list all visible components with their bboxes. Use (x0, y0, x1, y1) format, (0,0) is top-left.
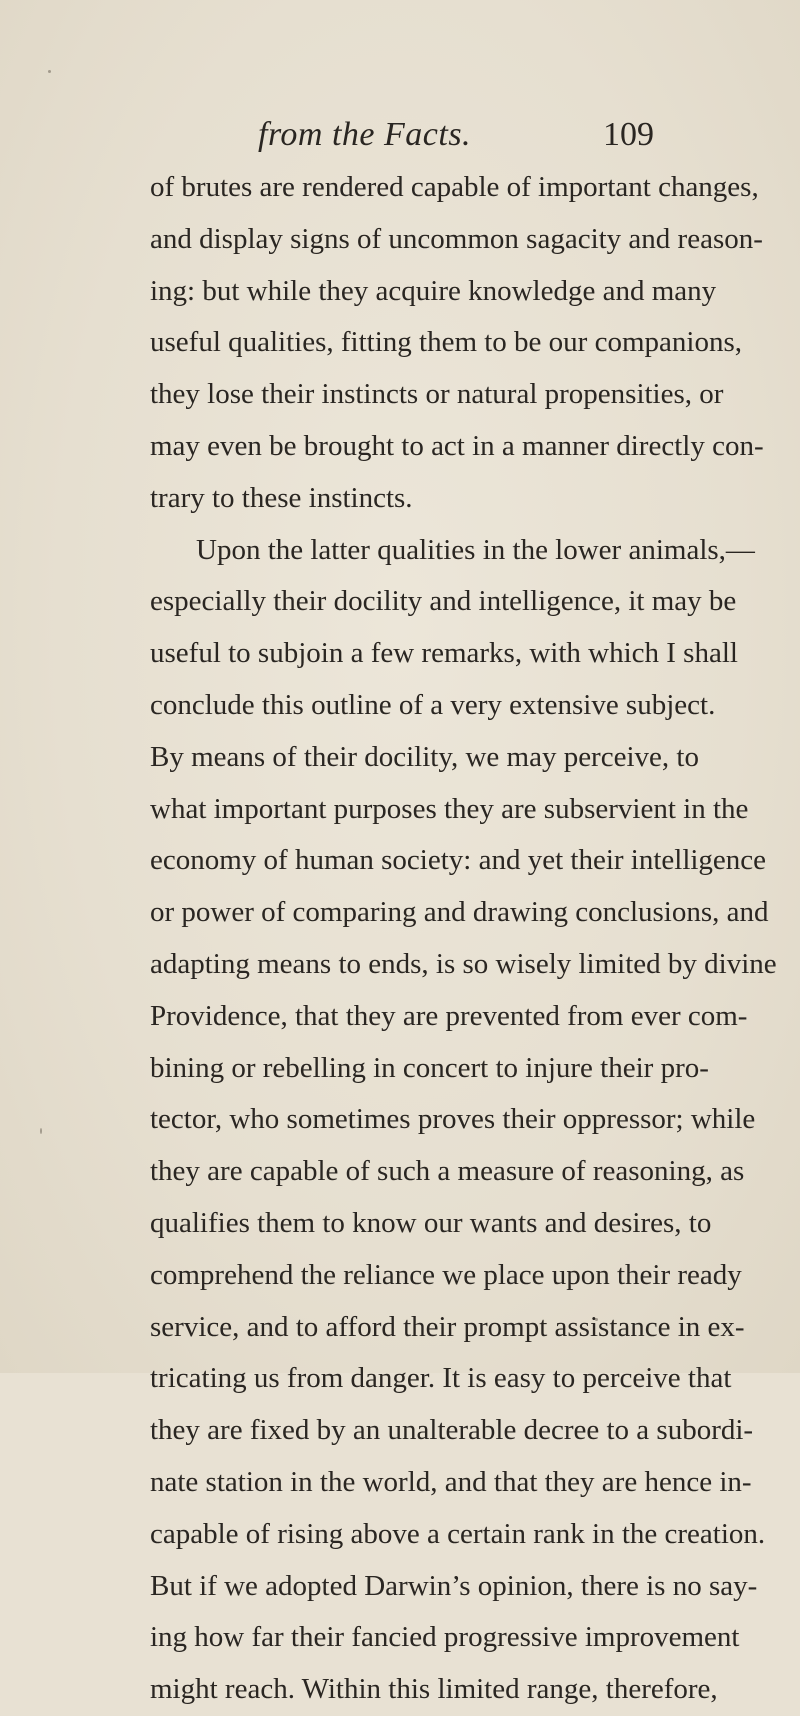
text-line: what important purposes they are subservient in the (150, 792, 749, 825)
text-line: they are fixed by an unalterable decree to a subordi- (150, 1414, 754, 1447)
text-line: of brutes are rendered capable of important changes, (150, 171, 759, 203)
text-line: capable of rising above a certain rank in the creation. (150, 1517, 766, 1550)
text-line: service, and to afford their prompt assistance in ex- (150, 1310, 745, 1343)
text-line: especially their docility and intelligence, it may be (150, 585, 737, 618)
page-number: 109 (603, 116, 654, 153)
running-title: from the Facts. (258, 116, 472, 153)
text-line: they are capable of such a measure of reasoning, as (150, 1155, 745, 1188)
text-line: ing how far their fancied progressive improvement (150, 1621, 740, 1654)
paragraph-end-line: trary to these instincts. (150, 481, 413, 514)
running-head (150, 116, 690, 160)
text-line: conclude this outline of a very extensive subject. (150, 688, 716, 721)
body-text (150, 162, 777, 1716)
text-line: bining or rebelling in concert to injure their pro- (150, 1051, 709, 1084)
text-line: or power of comparing and drawing conclusions, and (150, 896, 769, 929)
text-line: and display signs of uncommon sagacity and reason- (150, 222, 763, 255)
text-line: might reach. Within this limited range, therefore, (150, 1673, 718, 1706)
text-line: useful to subjoin a few remarks, with which I shall (150, 637, 738, 670)
text-line: useful qualities, fitting them to be our companions, (150, 326, 742, 359)
text-line: economy of human society: and yet their intelligence (150, 844, 767, 877)
text-line: tricating us from danger. It is easy to perceive that (150, 1362, 732, 1395)
text-line: comprehend the reliance we place upon their ready (150, 1258, 742, 1291)
text-line: adapting means to ends, is so wisely limited by divine (150, 947, 777, 980)
text-line: tector, who sometimes proves their oppressor; while (150, 1103, 756, 1136)
text-line: they lose their instincts or natural propensities, or (150, 378, 724, 411)
text-line: nate station in the world, and that they are hence in- (150, 1465, 752, 1498)
text-line: But if we adopted Darwin’s opinion, there is no say- (150, 1569, 758, 1602)
text-line: qualifies them to know our wants and desires, to (150, 1206, 712, 1239)
paper-speck (48, 70, 51, 73)
text-line: By means of their docility, we may perceive, to (150, 740, 699, 773)
text-line: may even be brought to act in a manner directly con- (150, 429, 764, 462)
paragraph-start-line: Upon the latter qualities in the lower animals,— (196, 533, 755, 566)
text-line: Providence, that they are prevented from ever com- (150, 999, 748, 1032)
text-line: ing: but while they acquire knowledge and many (150, 274, 717, 307)
paper-speck (40, 1128, 42, 1134)
